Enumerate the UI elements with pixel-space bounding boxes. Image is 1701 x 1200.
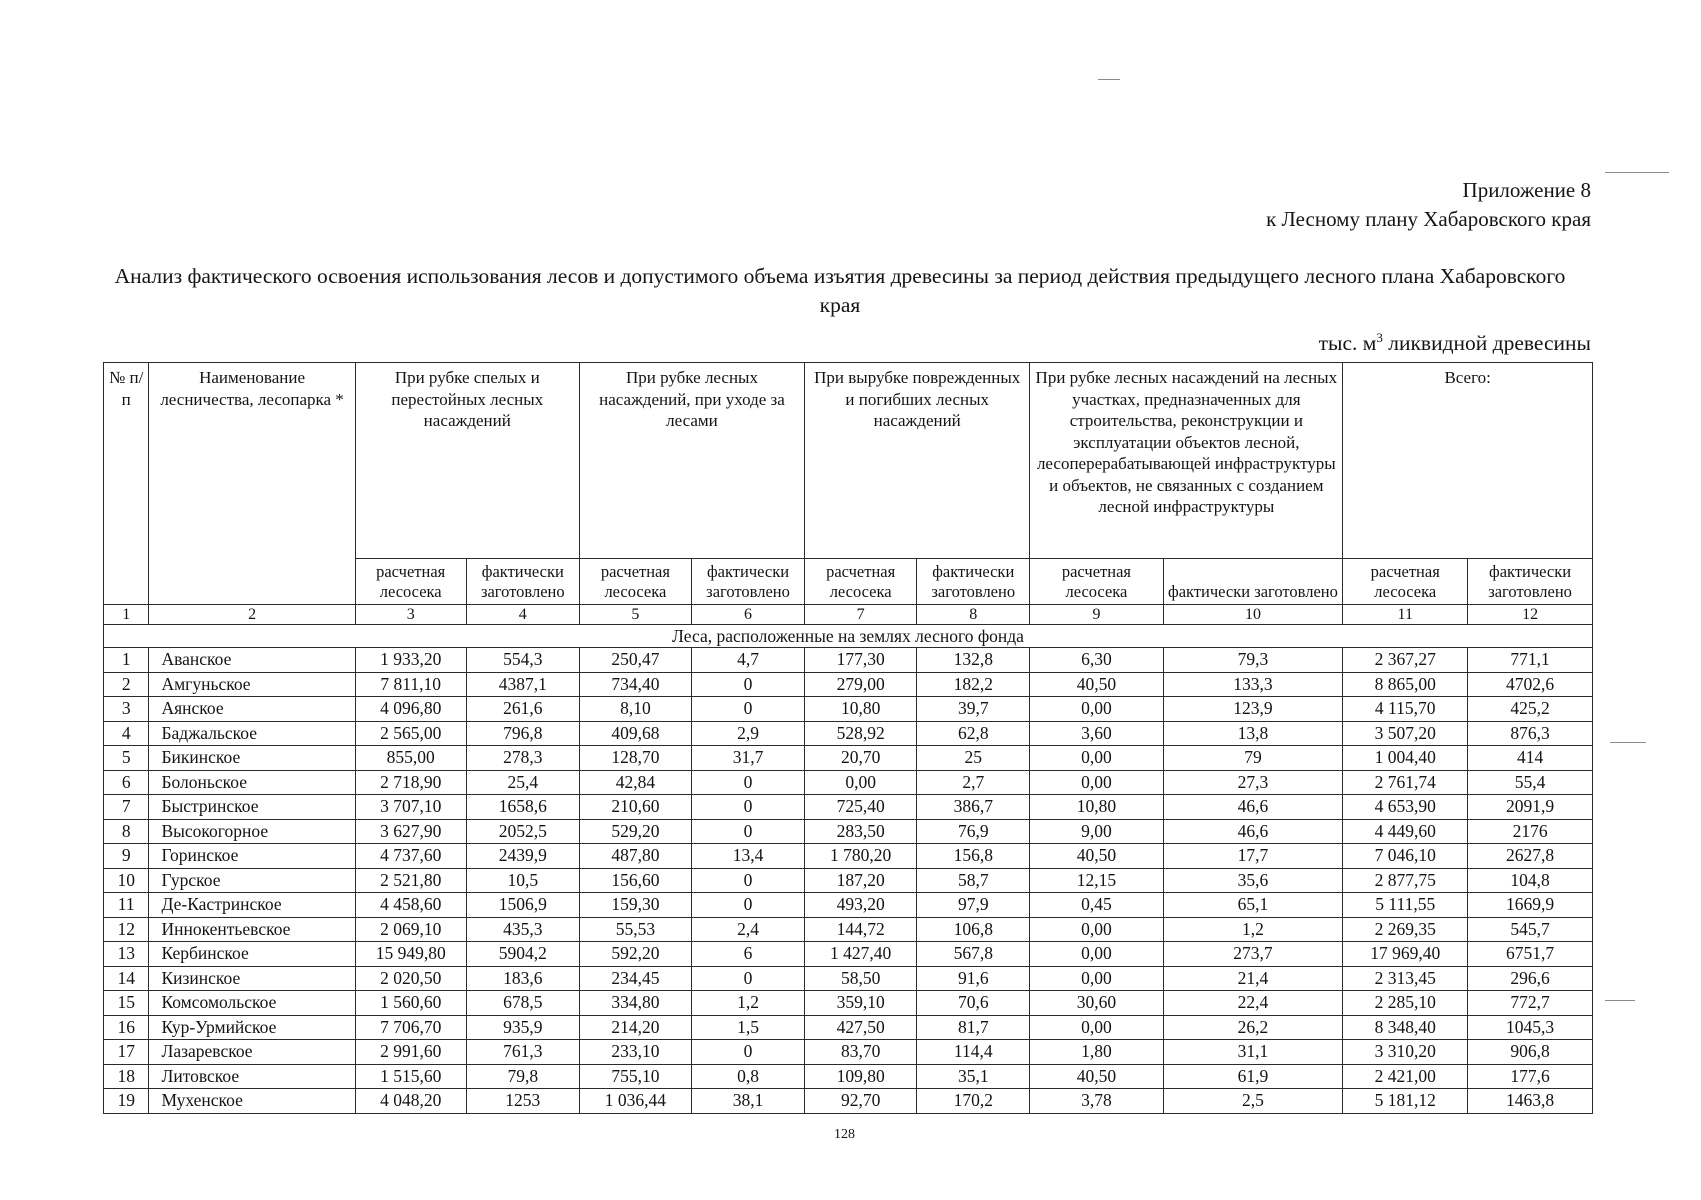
table-cell: 487,80 xyxy=(579,844,691,869)
table-cell: 7 046,10 xyxy=(1343,844,1468,869)
table-cell: 435,3 xyxy=(466,917,579,942)
table-cell: 30,60 xyxy=(1030,991,1163,1016)
table-cell: 359,10 xyxy=(805,991,917,1016)
table-cell: 62,8 xyxy=(917,721,1030,746)
table-cell: 3 627,90 xyxy=(355,819,466,844)
table-cell: 3,60 xyxy=(1030,721,1163,746)
table-cell: 2 877,75 xyxy=(1343,868,1468,893)
table-cell: 2 285,10 xyxy=(1343,991,1468,1016)
table-cell: 4 449,60 xyxy=(1343,819,1468,844)
table-cell: 1253 xyxy=(466,1089,579,1114)
column-number: 6 xyxy=(691,605,804,625)
table-cell: 4387,1 xyxy=(466,672,579,697)
table-cell: 250,47 xyxy=(579,648,691,673)
subheader-actual: фактически заготовлено xyxy=(1163,559,1343,605)
row-number: 2 xyxy=(104,672,149,697)
appendix-label: Приложение 8 xyxy=(1462,178,1591,202)
table-cell: 22,4 xyxy=(1163,991,1343,1016)
column-number: 4 xyxy=(466,605,579,625)
table-cell: 31,1 xyxy=(1163,1040,1343,1065)
table-cell: 2,5 xyxy=(1163,1089,1343,1114)
table-cell: 1,5 xyxy=(691,1015,804,1040)
column-number: 11 xyxy=(1343,605,1468,625)
table-cell: 1,2 xyxy=(691,991,804,1016)
section-row xyxy=(104,625,1593,648)
table-cell: 10,80 xyxy=(1030,795,1163,820)
table-cell: 386,7 xyxy=(917,795,1030,820)
table-cell: 114,4 xyxy=(917,1040,1030,1065)
table-cell: 0,00 xyxy=(1030,770,1163,795)
table-cell: 177,6 xyxy=(1468,1064,1593,1089)
table-cell: 40,50 xyxy=(1030,1064,1163,1089)
table-cell: 156,8 xyxy=(917,844,1030,869)
header-group-care-cutting: При рубке лесных насаждений, при уходе за лесами xyxy=(579,363,804,559)
table-row xyxy=(104,697,1593,722)
table-cell: 4 653,90 xyxy=(1343,795,1468,820)
table-cell: 3 707,10 xyxy=(355,795,466,820)
table-cell: 2 991,60 xyxy=(355,1040,466,1065)
row-number: 17 xyxy=(104,1040,149,1065)
table-cell: 4 737,60 xyxy=(355,844,466,869)
table-row xyxy=(104,1040,1593,1065)
table-cell: 1 004,40 xyxy=(1343,746,1468,771)
units-suffix: ликвидной древесины xyxy=(1382,331,1591,356)
table-cell: 2 521,80 xyxy=(355,868,466,893)
table-cell: 2 020,50 xyxy=(355,966,466,991)
forestry-name: Кербинское xyxy=(149,942,355,967)
header-group-total: Всего: xyxy=(1343,363,1593,559)
table-row xyxy=(104,746,1593,771)
table-cell: 6 xyxy=(691,942,804,967)
table-cell: 1463,8 xyxy=(1468,1089,1593,1114)
table-cell: 2 718,90 xyxy=(355,770,466,795)
table-cell: 4,7 xyxy=(691,648,804,673)
table-cell: 35,6 xyxy=(1163,868,1343,893)
table-cell: 58,50 xyxy=(805,966,917,991)
table-cell: 25 xyxy=(917,746,1030,771)
row-number: 15 xyxy=(104,991,149,1016)
table-cell: 210,60 xyxy=(579,795,691,820)
table-row xyxy=(104,868,1593,893)
table-cell: 55,4 xyxy=(1468,770,1593,795)
subheader-actual: фактически заготовлено xyxy=(466,559,579,605)
row-number: 14 xyxy=(104,966,149,991)
row-number: 18 xyxy=(104,1064,149,1089)
table-cell: 10,80 xyxy=(805,697,917,722)
table-cell: 9,00 xyxy=(1030,819,1163,844)
table-cell: 283,50 xyxy=(805,819,917,844)
header-group-mature-stands: При рубке спелых и перестойных лесных насаждений xyxy=(355,363,579,559)
table-cell: 0,8 xyxy=(691,1064,804,1089)
table-cell: 1 560,60 xyxy=(355,991,466,1016)
table-cell: 0,00 xyxy=(1030,966,1163,991)
table-cell: 10,5 xyxy=(466,868,579,893)
table-cell: 567,8 xyxy=(917,942,1030,967)
forestry-name: Амгуньское xyxy=(149,672,355,697)
table-cell: 234,45 xyxy=(579,966,691,991)
column-number: 3 xyxy=(355,605,466,625)
table-cell: 76,9 xyxy=(917,819,1030,844)
column-number-row xyxy=(104,605,1593,625)
table-cell: 0,00 xyxy=(805,770,917,795)
table-cell: 1 933,20 xyxy=(355,648,466,673)
header-group-damaged-stands: При вырубке поврежденных и погибших лесных насаждений xyxy=(805,363,1030,559)
table-row xyxy=(104,966,1593,991)
table-cell: 4 458,60 xyxy=(355,893,466,918)
subheader-actual: фактически заготовлено xyxy=(917,559,1030,605)
header-name: Наименование лесничества, лесопарка * xyxy=(149,363,355,605)
table-cell: 4 096,80 xyxy=(355,697,466,722)
row-number: 5 xyxy=(104,746,149,771)
table-cell: 409,68 xyxy=(579,721,691,746)
table-row xyxy=(104,1064,1593,1089)
table-cell: 183,6 xyxy=(466,966,579,991)
table-cell: 83,70 xyxy=(805,1040,917,1065)
table-cell: 2052,5 xyxy=(466,819,579,844)
table-cell: 17,7 xyxy=(1163,844,1343,869)
table-cell: 0 xyxy=(691,672,804,697)
table-cell: 0,00 xyxy=(1030,942,1163,967)
table-cell: 159,30 xyxy=(579,893,691,918)
row-number: 13 xyxy=(104,942,149,967)
column-number: 12 xyxy=(1468,605,1593,625)
appendix-subtitle: к Лесному плану Хабаровского края xyxy=(1266,207,1591,231)
table-cell: 1 515,60 xyxy=(355,1064,466,1089)
table-cell: 79 xyxy=(1163,746,1343,771)
table-cell: 13,8 xyxy=(1163,721,1343,746)
subheader-calc: расчетная лесосека xyxy=(579,559,691,605)
table-cell: 81,7 xyxy=(917,1015,1030,1040)
table-cell: 0,00 xyxy=(1030,917,1163,942)
table-cell: 133,3 xyxy=(1163,672,1343,697)
row-number: 10 xyxy=(104,868,149,893)
table-cell: 2176 xyxy=(1468,819,1593,844)
table-cell: 5 181,12 xyxy=(1343,1089,1468,1114)
table-cell: 1045,3 xyxy=(1468,1015,1593,1040)
table-cell: 2 565,00 xyxy=(355,721,466,746)
table-cell: 0,45 xyxy=(1030,893,1163,918)
forestry-name: Болоньское xyxy=(149,770,355,795)
forestry-name: Комсомольское xyxy=(149,991,355,1016)
table-cell: 187,20 xyxy=(805,868,917,893)
row-number: 1 xyxy=(104,648,149,673)
table-cell: 70,6 xyxy=(917,991,1030,1016)
column-number: 9 xyxy=(1030,605,1163,625)
table-row xyxy=(104,770,1593,795)
table-cell: 2 313,45 xyxy=(1343,966,1468,991)
table-cell: 177,30 xyxy=(805,648,917,673)
table-cell: 0 xyxy=(691,795,804,820)
scan-speck xyxy=(1605,172,1669,173)
table-cell: 20,70 xyxy=(805,746,917,771)
table-cell: 279,00 xyxy=(805,672,917,697)
table-cell: 935,9 xyxy=(466,1015,579,1040)
table-cell: 528,92 xyxy=(805,721,917,746)
table-cell: 1658,6 xyxy=(466,795,579,820)
table-cell: 761,3 xyxy=(466,1040,579,1065)
table-cell: 42,84 xyxy=(579,770,691,795)
table-cell: 0 xyxy=(691,770,804,795)
subheader-calc: расчетная лесосека xyxy=(355,559,466,605)
units-prefix: тыс. м xyxy=(1318,331,1377,356)
forestry-name: Гурское xyxy=(149,868,355,893)
forestry-name: Кур-Урмийское xyxy=(149,1015,355,1040)
table-cell: 2 367,27 xyxy=(1343,648,1468,673)
row-number: 7 xyxy=(104,795,149,820)
table-cell: 12,15 xyxy=(1030,868,1163,893)
table-cell: 734,40 xyxy=(579,672,691,697)
table-cell: 0 xyxy=(691,966,804,991)
table-cell: 104,8 xyxy=(1468,868,1593,893)
column-number: 8 xyxy=(917,605,1030,625)
table-cell: 273,7 xyxy=(1163,942,1343,967)
table-cell: 58,7 xyxy=(917,868,1030,893)
table-cell: 2 069,10 xyxy=(355,917,466,942)
subheader-actual: фактически заготовлено xyxy=(691,559,804,605)
table-cell: 144,72 xyxy=(805,917,917,942)
forestry-name: Де-Кастринское xyxy=(149,893,355,918)
table-cell: 128,70 xyxy=(579,746,691,771)
section-title: Леса, расположенные на землях лесного фонда xyxy=(104,625,1593,648)
table-cell: 65,1 xyxy=(1163,893,1343,918)
table-cell: 1669,9 xyxy=(1468,893,1593,918)
document-title: Анализ фактического освоения использования лесов и допустимого объема изъятия древесины за период действия предыдущего лесного плана Хабаровского края xyxy=(114,264,1566,317)
forestry-name: Бикинское xyxy=(149,746,355,771)
column-number: 7 xyxy=(805,605,917,625)
table-cell: 425,2 xyxy=(1468,697,1593,722)
table-cell: 106,8 xyxy=(917,917,1030,942)
scan-speck xyxy=(1605,1000,1635,1001)
table-cell: 123,9 xyxy=(1163,697,1343,722)
row-number: 11 xyxy=(104,893,149,918)
table-cell: 796,8 xyxy=(466,721,579,746)
table-cell: 772,7 xyxy=(1468,991,1593,1016)
table-cell: 771,1 xyxy=(1468,648,1593,673)
table-cell: 92,70 xyxy=(805,1089,917,1114)
table-cell: 35,1 xyxy=(917,1064,1030,1089)
table-cell: 25,4 xyxy=(466,770,579,795)
table-row xyxy=(104,844,1593,869)
table-cell: 21,4 xyxy=(1163,966,1343,991)
table-cell: 39,7 xyxy=(917,697,1030,722)
table-cell: 0,00 xyxy=(1030,746,1163,771)
table-cell: 109,80 xyxy=(805,1064,917,1089)
table-row xyxy=(104,942,1593,967)
table-row xyxy=(104,1015,1593,1040)
row-number: 4 xyxy=(104,721,149,746)
table-cell: 38,1 xyxy=(691,1089,804,1114)
table-cell: 4 115,70 xyxy=(1343,697,1468,722)
forestry-name: Литовское xyxy=(149,1064,355,1089)
table-cell: 2,4 xyxy=(691,917,804,942)
scan-speck xyxy=(1098,79,1120,80)
table-cell: 6,30 xyxy=(1030,648,1163,673)
table-cell: 46,6 xyxy=(1163,795,1343,820)
header-num: № п/п xyxy=(104,363,149,605)
table-cell: 678,5 xyxy=(466,991,579,1016)
table-row xyxy=(104,1089,1593,1114)
table-row xyxy=(104,819,1593,844)
table-cell: 182,2 xyxy=(917,672,1030,697)
table-cell: 79,8 xyxy=(466,1064,579,1089)
table-cell: 0,00 xyxy=(1030,1015,1163,1040)
scan-speck xyxy=(1610,742,1646,743)
table-cell: 79,3 xyxy=(1163,648,1343,673)
table-cell: 3 310,20 xyxy=(1343,1040,1468,1065)
table-row xyxy=(104,672,1593,697)
forestry-name: Лазаревское xyxy=(149,1040,355,1065)
units-superscript: 3 xyxy=(1376,330,1383,345)
table-cell: 1 780,20 xyxy=(805,844,917,869)
table-cell: 46,6 xyxy=(1163,819,1343,844)
table-cell: 725,40 xyxy=(805,795,917,820)
table-cell: 156,60 xyxy=(579,868,691,893)
table-cell: 0 xyxy=(691,697,804,722)
table-cell: 545,7 xyxy=(1468,917,1593,942)
table-cell: 427,50 xyxy=(805,1015,917,1040)
table-row xyxy=(104,991,1593,1016)
row-number: 12 xyxy=(104,917,149,942)
table-cell: 876,3 xyxy=(1468,721,1593,746)
table-cell: 13,4 xyxy=(691,844,804,869)
table-cell: 6751,7 xyxy=(1468,942,1593,967)
table-row xyxy=(104,648,1593,673)
table-cell: 0 xyxy=(691,893,804,918)
page-number: 128 xyxy=(834,1127,855,1142)
subheader-actual: фактически заготовлено xyxy=(1468,559,1593,605)
table-cell: 8,10 xyxy=(579,697,691,722)
table-cell: 61,9 xyxy=(1163,1064,1343,1089)
row-number: 9 xyxy=(104,844,149,869)
table-cell: 27,3 xyxy=(1163,770,1343,795)
table-cell: 1,80 xyxy=(1030,1040,1163,1065)
table-cell: 2627,8 xyxy=(1468,844,1593,869)
units-label xyxy=(1319,330,1591,356)
table-row xyxy=(104,721,1593,746)
header-group-infrastructure: При рубке лесных насаждений на лесных участках, предназначенных для строительства, реконструкции и эксплуатации объектов лесной, лесоперерабатывающей инфраструктуры и объектов, не связанных с созданием лесной инфраструктуры xyxy=(1030,363,1343,559)
table-cell: 4702,6 xyxy=(1468,672,1593,697)
table-cell: 55,53 xyxy=(579,917,691,942)
row-number: 19 xyxy=(104,1089,149,1114)
table-cell: 2,7 xyxy=(917,770,1030,795)
table-cell: 2439,9 xyxy=(466,844,579,869)
table-cell: 1 427,40 xyxy=(805,942,917,967)
forestry-name: Аянское xyxy=(149,697,355,722)
forestry-name: Аванское xyxy=(149,648,355,673)
table-cell: 493,20 xyxy=(805,893,917,918)
row-number: 3 xyxy=(104,697,149,722)
table-cell: 170,2 xyxy=(917,1089,1030,1114)
table-cell: 1506,9 xyxy=(466,893,579,918)
table-cell: 2091,9 xyxy=(1468,795,1593,820)
forestry-name: Горинское xyxy=(149,844,355,869)
table-cell: 906,8 xyxy=(1468,1040,1593,1065)
table-row xyxy=(104,917,1593,942)
table-cell: 2 761,74 xyxy=(1343,770,1468,795)
table-cell: 4 048,20 xyxy=(355,1089,466,1114)
table-cell: 2 269,35 xyxy=(1343,917,1468,942)
table-cell: 7 706,70 xyxy=(355,1015,466,1040)
table-cell: 0,00 xyxy=(1030,697,1163,722)
row-number: 8 xyxy=(104,819,149,844)
table-cell: 8 348,40 xyxy=(1343,1015,1468,1040)
table-cell: 15 949,80 xyxy=(355,942,466,967)
table-cell: 132,8 xyxy=(917,648,1030,673)
forestry-name: Мухенское xyxy=(149,1089,355,1114)
table-cell: 334,80 xyxy=(579,991,691,1016)
table-cell: 0 xyxy=(691,819,804,844)
table-cell: 2 421,00 xyxy=(1343,1064,1468,1089)
table-cell: 5904,2 xyxy=(466,942,579,967)
forestry-name: Быстринское xyxy=(149,795,355,820)
table-cell: 8 865,00 xyxy=(1343,672,1468,697)
table-cell: 3,78 xyxy=(1030,1089,1163,1114)
table-cell: 26,2 xyxy=(1163,1015,1343,1040)
table-cell: 40,50 xyxy=(1030,672,1163,697)
table-cell: 40,50 xyxy=(1030,844,1163,869)
table-cell: 2,9 xyxy=(691,721,804,746)
table-cell: 278,3 xyxy=(466,746,579,771)
table-cell: 296,6 xyxy=(1468,966,1593,991)
table-cell: 233,10 xyxy=(579,1040,691,1065)
table-row xyxy=(104,795,1593,820)
table-cell: 755,10 xyxy=(579,1064,691,1089)
column-number: 1 xyxy=(104,605,149,625)
column-number: 2 xyxy=(149,605,355,625)
forest-analysis-table xyxy=(103,362,1593,1114)
row-number: 6 xyxy=(104,770,149,795)
table-cell: 91,6 xyxy=(917,966,1030,991)
table-cell: 261,6 xyxy=(466,697,579,722)
column-number: 10 xyxy=(1163,605,1343,625)
forestry-name: Высокогорное xyxy=(149,819,355,844)
forestry-name: Иннокентьевское xyxy=(149,917,355,942)
table-cell: 592,20 xyxy=(579,942,691,967)
table-cell: 0 xyxy=(691,1040,804,1065)
table-cell: 5 111,55 xyxy=(1343,893,1468,918)
subheader-calc: расчетная лесосека xyxy=(805,559,917,605)
table-cell: 529,20 xyxy=(579,819,691,844)
row-number: 16 xyxy=(104,1015,149,1040)
table-cell: 214,20 xyxy=(579,1015,691,1040)
column-number: 5 xyxy=(579,605,691,625)
table-cell: 0 xyxy=(691,868,804,893)
table-cell: 554,3 xyxy=(466,648,579,673)
table-cell: 97,9 xyxy=(917,893,1030,918)
subheader-calc: расчетная лесосека xyxy=(1030,559,1163,605)
table-row xyxy=(104,893,1593,918)
forestry-name: Кизинское xyxy=(149,966,355,991)
table-cell: 1,2 xyxy=(1163,917,1343,942)
table-cell: 414 xyxy=(1468,746,1593,771)
table-cell: 17 969,40 xyxy=(1343,942,1468,967)
forestry-name: Баджальское xyxy=(149,721,355,746)
table-cell: 3 507,20 xyxy=(1343,721,1468,746)
subheader-calc: расчетная лесосека xyxy=(1343,559,1468,605)
table-cell: 1 036,44 xyxy=(579,1089,691,1114)
table-cell: 31,7 xyxy=(691,746,804,771)
table-cell: 855,00 xyxy=(355,746,466,771)
table-cell: 7 811,10 xyxy=(355,672,466,697)
